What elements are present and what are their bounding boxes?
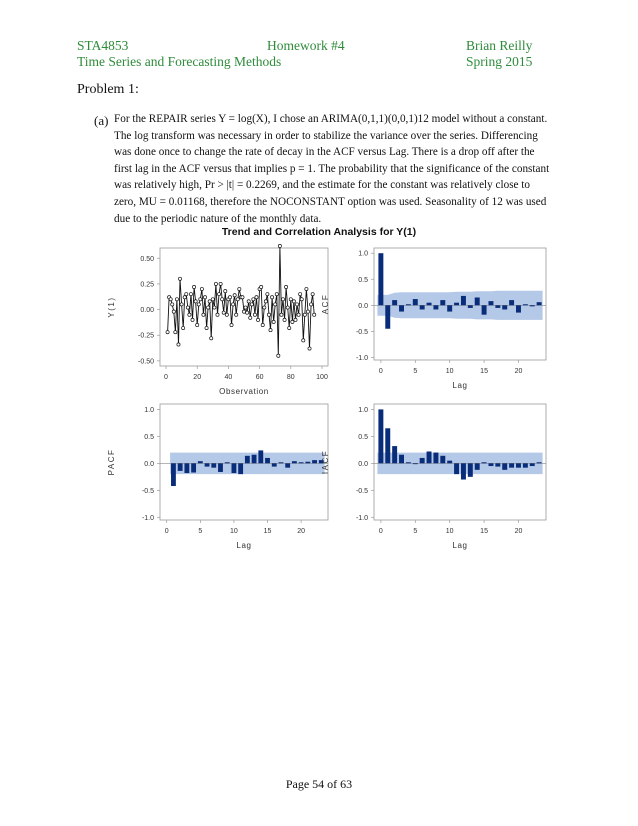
data-point	[172, 310, 175, 313]
x-tick-label: 20	[193, 374, 202, 381]
data-point	[266, 293, 269, 296]
y-tick-label: 0.50	[140, 255, 154, 263]
correlation-bar	[225, 462, 230, 463]
data-point	[189, 293, 192, 296]
x-tick-label: 40	[224, 374, 233, 381]
correlation-bar	[516, 305, 521, 312]
data-point	[306, 310, 309, 313]
correlation-bar	[509, 300, 514, 305]
x-tick-label: 20	[514, 528, 523, 535]
y-axis-label: PACF	[107, 448, 116, 476]
x-tick-label: 10	[445, 528, 454, 535]
correlation-bar	[509, 463, 514, 467]
x-tick-label: 15	[480, 368, 488, 375]
data-point	[297, 313, 300, 316]
data-point	[194, 300, 197, 303]
x-tick-label: 15	[263, 528, 272, 535]
data-point	[166, 331, 169, 334]
data-point	[242, 310, 245, 313]
acf-plot	[321, 248, 546, 390]
data-point	[313, 313, 316, 316]
correlation-bar	[238, 463, 243, 474]
data-point	[249, 316, 252, 319]
data-point	[281, 298, 284, 301]
data-point	[211, 298, 214, 301]
data-point	[171, 303, 174, 306]
correlation-bar	[272, 463, 277, 466]
data-point	[241, 296, 244, 299]
data-point	[178, 277, 181, 280]
correlation-bar	[312, 460, 317, 463]
pacf-plot	[107, 404, 328, 550]
correlation-bar	[488, 301, 493, 305]
correlation-bar	[385, 305, 390, 328]
data-point	[185, 293, 188, 296]
correlation-bar	[433, 453, 438, 464]
correlation-bar	[392, 446, 397, 463]
y-tick-label: 1.0	[144, 406, 154, 414]
paragraph-line: was done once to change the rate of decay in the ACF versus Lag. There is a drop off after the	[114, 146, 535, 159]
x-axis-label: Observation	[219, 387, 269, 396]
correlation-bar	[420, 458, 425, 463]
y-tick-label: 0.0	[144, 460, 154, 468]
data-point	[175, 298, 178, 301]
data-point	[221, 298, 224, 301]
correlation-bar	[245, 456, 250, 464]
part-label: (a)	[94, 113, 109, 128]
header-term: Spring 2015	[466, 54, 533, 69]
y-tick-label: 1.0	[358, 406, 368, 414]
problem-heading: Problem 1:	[77, 82, 139, 97]
correlation-bar	[211, 463, 216, 467]
data-point	[275, 293, 278, 296]
correlation-bar	[468, 463, 473, 476]
y-tick-label: 0.0	[358, 460, 368, 468]
data-point	[231, 303, 234, 306]
data-point	[238, 287, 241, 290]
correlation-bar	[461, 296, 466, 305]
paragraph-line: For the REPAIR series Y = log(X), I chose an ARIMA(0,1,1)(0,0,1)12 model without a constant.	[114, 113, 548, 125]
correlation-bar	[454, 303, 459, 306]
correlation-bar	[482, 462, 487, 463]
x-axis-label: Lag	[236, 541, 252, 550]
y-tick-label: -1.0	[355, 514, 368, 522]
correlation-bar	[178, 463, 183, 471]
data-point	[217, 293, 220, 296]
correlation-bar	[454, 463, 459, 474]
data-point	[169, 298, 172, 301]
data-point	[196, 323, 199, 326]
data-point	[246, 311, 249, 314]
data-point	[214, 282, 217, 285]
correlation-bar	[482, 305, 487, 314]
x-tick-label: 5	[413, 528, 418, 535]
correlation-bar	[171, 463, 176, 486]
data-point	[299, 293, 302, 296]
x-tick-label: 5	[198, 528, 203, 535]
header-course: STA4853	[77, 38, 129, 53]
correlation-bar	[299, 462, 304, 463]
data-point	[199, 298, 202, 301]
correlation-bar	[399, 455, 404, 464]
data-point	[188, 313, 191, 316]
correlation-bar	[385, 428, 390, 463]
data-point	[224, 289, 227, 292]
x-tick-label: 0	[164, 528, 169, 535]
data-point	[308, 347, 311, 350]
correlation-bar	[305, 462, 310, 464]
data-point	[269, 328, 272, 331]
correlation-bar	[447, 461, 452, 464]
correlation-bar	[406, 462, 411, 463]
correlation-bar	[420, 305, 425, 309]
data-point	[182, 326, 185, 329]
figure-title: Trend and Correlation Analysis for Y(1)	[221, 226, 417, 238]
x-tick-label: 10	[230, 528, 238, 535]
paragraph-line: zero, MU = 0.01168, therefore the NOCONSTANT option was used. Seasonality of 12 was used	[114, 195, 547, 208]
correlation-bar	[475, 297, 480, 305]
correlation-bar	[378, 409, 383, 463]
y-tick-label: -1.0	[355, 354, 368, 362]
correlation-bar	[218, 463, 223, 472]
correlation-bar	[502, 305, 507, 309]
data-point	[177, 343, 180, 346]
data-point	[191, 318, 194, 321]
correlation-bar	[378, 253, 383, 305]
y-axis-label: IACF	[321, 449, 330, 475]
data-point	[186, 306, 189, 309]
data-point	[267, 313, 270, 316]
data-point	[278, 244, 281, 247]
data-point	[288, 326, 291, 329]
correlation-bar	[285, 463, 290, 467]
correlation-bar	[502, 463, 507, 469]
correlation-bar	[232, 463, 237, 473]
data-point	[213, 306, 216, 309]
data-point	[272, 320, 275, 323]
correlation-bar	[433, 305, 438, 309]
data-point	[255, 296, 258, 299]
correlation-bar	[475, 463, 480, 469]
data-point	[302, 339, 305, 342]
data-point	[197, 303, 200, 306]
correlation-bar	[495, 463, 500, 466]
data-point	[294, 318, 297, 321]
correlation-bar	[495, 305, 500, 308]
x-tick-label: 15	[480, 528, 488, 535]
y-tick-label: -0.5	[355, 487, 368, 495]
y-tick-label: 0.00	[140, 307, 154, 315]
data-point	[222, 311, 225, 314]
data-point	[230, 323, 233, 326]
x-axis-label: Lag	[452, 541, 468, 550]
x-tick-label: 20	[297, 528, 306, 535]
x-tick-label: 80	[286, 374, 295, 381]
correlation-bar	[258, 450, 263, 463]
data-point	[261, 323, 264, 326]
data-point	[236, 298, 239, 301]
y-tick-label: 0.5	[358, 433, 368, 441]
data-point	[311, 293, 314, 296]
correlation-bar	[292, 461, 297, 463]
data-point	[283, 318, 286, 321]
data-point	[286, 306, 289, 309]
data-point	[309, 303, 312, 306]
correlation-bar	[461, 463, 466, 479]
data-point	[305, 287, 308, 290]
data-point	[300, 298, 303, 301]
correlation-bar	[468, 305, 473, 308]
y-axis-label: Y(1)	[107, 296, 116, 318]
y-tick-label: 0.5	[358, 276, 368, 284]
page-footer: Page 54 of 63	[285, 777, 353, 791]
x-tick-label: 20	[514, 368, 523, 375]
y-tick-label: -0.5	[355, 328, 368, 336]
y-tick-label: 0.0	[358, 302, 368, 310]
data-point	[174, 331, 177, 334]
data-point	[264, 300, 267, 303]
data-point	[207, 306, 210, 309]
data-point	[263, 306, 266, 309]
correlation-bar	[523, 304, 528, 305]
correlation-bar	[530, 305, 535, 306]
x-tick-label: 60	[255, 374, 264, 381]
header-assignment: Homework #4	[267, 38, 345, 53]
data-point	[228, 296, 231, 299]
data-point	[277, 354, 280, 357]
header-course-title: Time Series and Forecasting Methods	[77, 54, 282, 69]
y-tick-label: -0.5	[141, 487, 154, 495]
correlation-bar	[427, 303, 432, 306]
y-tick-label: 0.25	[140, 281, 154, 289]
data-point	[250, 303, 253, 306]
correlation-bar	[530, 463, 535, 466]
correlation-bar	[413, 463, 418, 464]
data-point	[289, 298, 292, 301]
correlation-bar	[447, 305, 452, 311]
paragraph-line: first lag in the ACF versus that implies p = 1. The probability that the significance of the constant	[114, 162, 550, 175]
data-point	[292, 300, 295, 303]
correlation-bar	[198, 461, 203, 463]
paragraph-line: was relatively high, Pr > |t| = 0.2269, and the estimate for the constant was relatively close to	[114, 179, 531, 192]
data-point	[280, 313, 283, 316]
y-tick-label: -0.50	[138, 358, 154, 366]
data-point	[270, 296, 273, 299]
correlation-bar	[205, 463, 210, 466]
x-tick-label: 0	[378, 368, 383, 375]
data-point	[260, 285, 263, 288]
correlation-bar	[516, 463, 521, 467]
correlation-bar	[440, 300, 445, 305]
y-tick-label: 1.0	[358, 250, 368, 258]
data-point	[208, 300, 211, 303]
correlation-bar	[413, 299, 418, 305]
data-point	[252, 298, 255, 301]
data-point	[274, 303, 277, 306]
correlation-bar	[537, 462, 542, 463]
correlation-bar	[523, 463, 528, 467]
data-point	[203, 296, 206, 299]
data-point	[183, 296, 186, 299]
answer-paragraph	[114, 111, 564, 227]
data-point	[180, 303, 183, 306]
data-point	[285, 285, 288, 288]
correlation-bar	[191, 463, 196, 472]
x-axis-label: Lag	[452, 381, 468, 390]
correlation-bar	[184, 463, 189, 473]
correlation-bar	[427, 451, 432, 463]
data-point	[295, 303, 298, 306]
data-point	[205, 326, 208, 329]
data-point	[202, 313, 205, 316]
data-point	[200, 287, 203, 290]
data-point	[216, 313, 219, 316]
x-tick-label: 0	[164, 374, 168, 381]
y-tick-label: -0.25	[138, 332, 154, 340]
correlation-bar	[440, 456, 445, 464]
correlation-bar	[265, 458, 270, 463]
y-tick-label: 0.5	[144, 433, 154, 441]
correlation-bar	[392, 300, 397, 305]
data-point	[233, 294, 236, 297]
x-tick-label: 0	[378, 528, 383, 535]
y-axis-label: ACF	[321, 293, 330, 315]
data-point	[210, 337, 213, 340]
data-point	[247, 300, 250, 303]
header-author: Brian Reilly	[466, 38, 533, 53]
paragraph-line: due to the periodic nature of the monthly data.	[114, 212, 322, 225]
data-point	[219, 282, 222, 285]
correlation-bar	[279, 462, 284, 463]
data-point	[192, 285, 195, 288]
iacf-plot	[321, 404, 546, 550]
paragraph-line: The log transform was necessary in order to stabilize the variance over the series. Differencing	[114, 129, 538, 142]
correlation-bar	[252, 455, 257, 464]
correlation-bar	[537, 302, 542, 305]
data-point	[244, 306, 247, 309]
x-tick-label: 10	[445, 368, 454, 375]
series-plot	[107, 248, 328, 396]
correlation-bar	[399, 305, 404, 311]
x-tick-label: 5	[413, 368, 418, 375]
data-point	[235, 313, 238, 316]
data-point	[225, 313, 228, 316]
correlation-bar	[488, 463, 493, 466]
data-point	[256, 318, 259, 321]
x-tick-label: 100	[316, 374, 328, 381]
correlation-bar	[406, 304, 411, 305]
data-point	[303, 313, 306, 316]
data-point	[291, 320, 294, 323]
data-point	[253, 313, 256, 316]
y-tick-label: -1.0	[141, 514, 154, 522]
